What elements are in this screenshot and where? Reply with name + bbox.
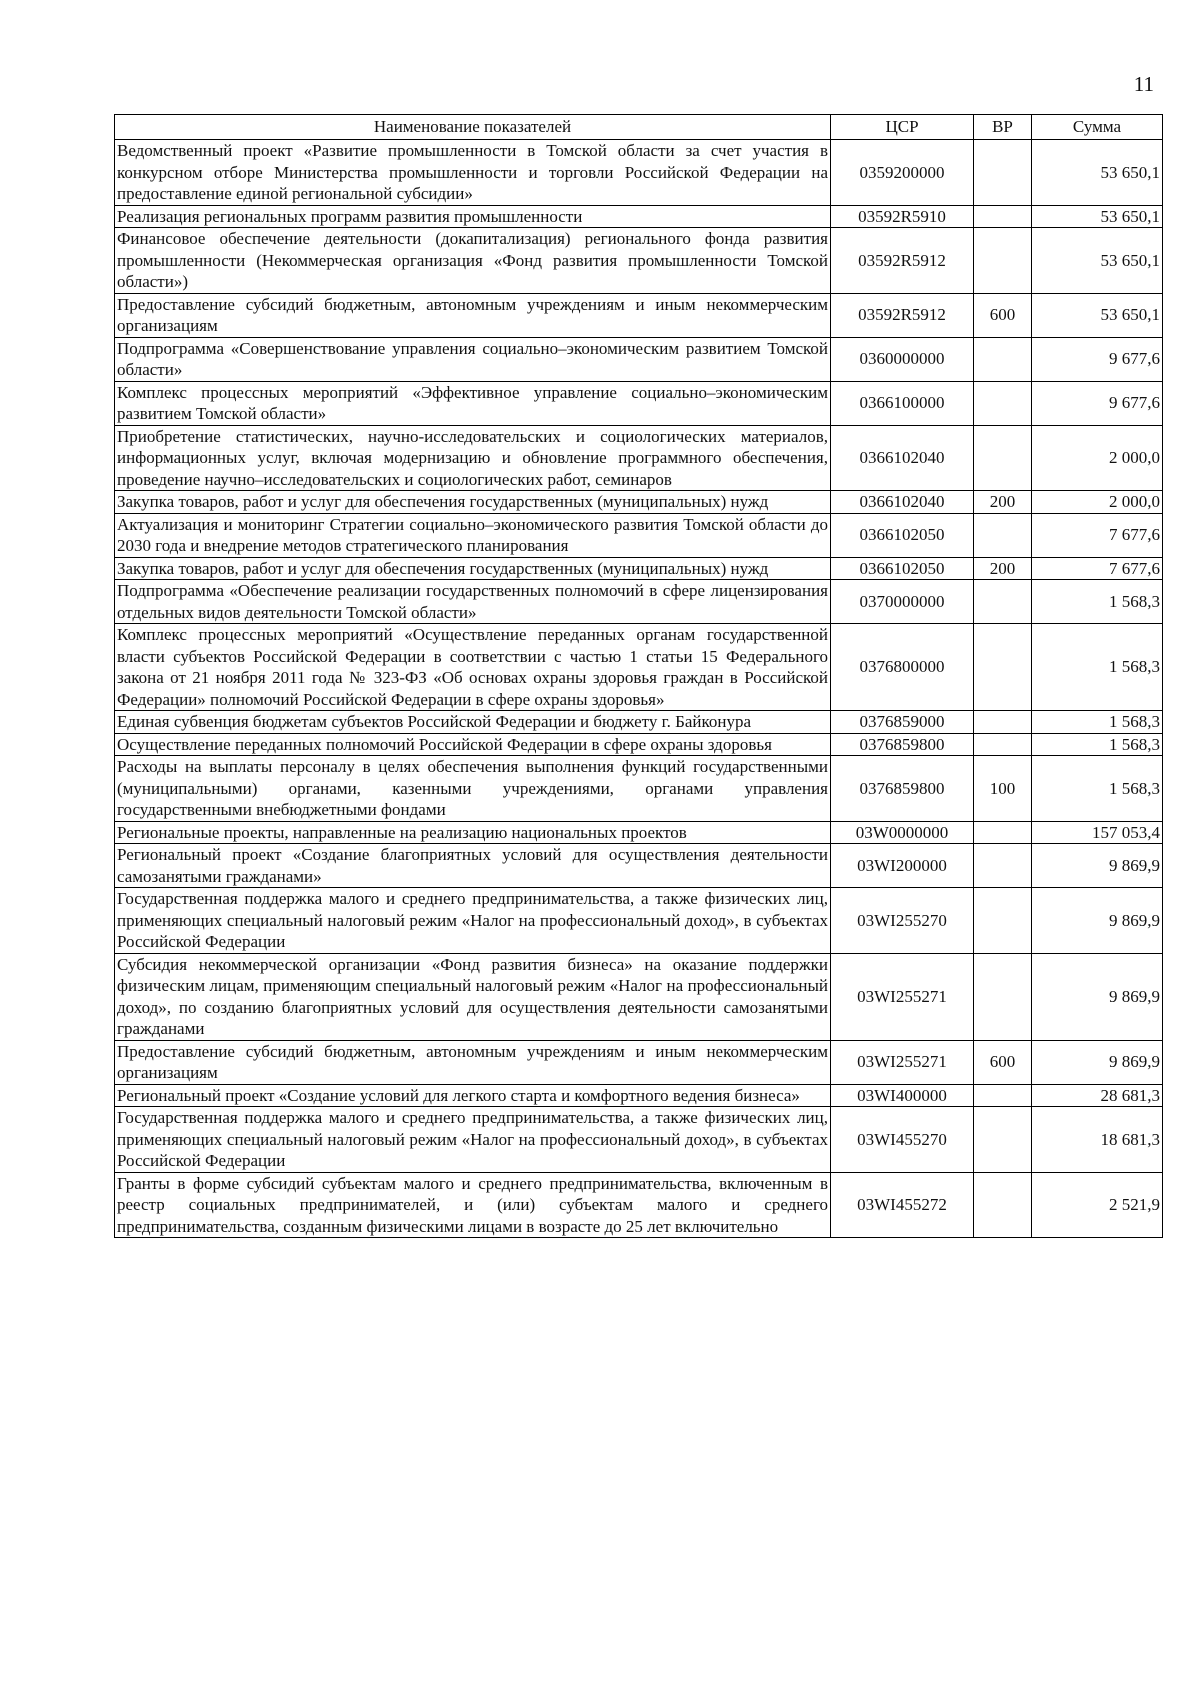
table-body [115, 140, 1163, 1238]
row-vr-cell: 200 [974, 491, 1032, 514]
table-row [115, 491, 1163, 514]
table-row [115, 425, 1163, 491]
row-name-cell: Государственная поддержка малого и среднего предпринимательства, а также физических лиц, применяющих специальный налоговый режим «Налог на профессиональный доход», в субъектах Российской Федерации [115, 1107, 831, 1173]
row-name-cell: Реализация региональных программ развития промышленности [115, 205, 831, 228]
table-row [115, 140, 1163, 206]
row-name-cell: Актуализация и мониторинг Стратегии социально–экономического развития Томской области до 2030 года и внедрение методов стратегического планирования [115, 513, 831, 557]
row-csr-cell: 0366102040 [831, 491, 974, 514]
row-name-cell: Комплекс процессных мероприятий «Осуществление переданных органам государственной власти субъектов Российской Федерации в соответствии с частью 1 статьи 15 Федерального закона от 21 ноября 2011 года № 323-ФЗ «Об основах охраны здоровья граждан в Российской Федерации» полномочий Российской Федерации в сфере охраны здоровья» [115, 624, 831, 711]
row-name-cell: Финансовое обеспечение деятельности (докапитализация) регионального фонда развития промышленности (Некоммерческая организация «Фонд развития промышленности Томской области») [115, 228, 831, 294]
row-sum-cell: 1 568,3 [1032, 580, 1163, 624]
row-sum-cell: 9 869,9 [1032, 953, 1163, 1040]
table-row [115, 821, 1163, 844]
header-csr: ЦСР [831, 115, 974, 140]
row-csr-cell: 03WI255271 [831, 1040, 974, 1084]
row-sum-cell: 2 000,0 [1032, 491, 1163, 514]
row-csr-cell: 0366102050 [831, 513, 974, 557]
table-row [115, 711, 1163, 734]
row-csr-cell: 0366100000 [831, 381, 974, 425]
row-sum-cell: 157 053,4 [1032, 821, 1163, 844]
row-vr-cell [974, 381, 1032, 425]
table-row [115, 580, 1163, 624]
row-sum-cell: 2 521,9 [1032, 1172, 1163, 1238]
row-sum-cell: 1 568,3 [1032, 733, 1163, 756]
row-name-cell: Приобретение статистических, научно-исследовательских и социологических материалов, информационных услуг, включая модернизацию и обновление программного обеспечения, проведение научно–исследовательских и социологических работ, семинаров [115, 425, 831, 491]
table-row [115, 1172, 1163, 1238]
row-vr-cell [974, 513, 1032, 557]
table-row [115, 733, 1163, 756]
row-sum-cell: 9 677,6 [1032, 381, 1163, 425]
row-vr-cell [974, 337, 1032, 381]
row-csr-cell: 0376859800 [831, 756, 974, 822]
row-vr-cell: 200 [974, 557, 1032, 580]
row-csr-cell: 0376859000 [831, 711, 974, 734]
row-vr-cell [974, 844, 1032, 888]
row-name-cell: Гранты в форме субсидий субъектам малого и среднего предпринимательства, включенным в реестр социальных предпринимателей, и (или) субъектам малого и среднего предпринимательства, созданным физическими лицами в возрасте до 25 лет включительно [115, 1172, 831, 1238]
table-row [115, 888, 1163, 954]
row-sum-cell: 7 677,6 [1032, 513, 1163, 557]
row-vr-cell [974, 1107, 1032, 1173]
row-csr-cell: 03592R5910 [831, 205, 974, 228]
table-row [115, 624, 1163, 711]
row-name-cell: Предоставление субсидий бюджетным, автономным учреждениям и иным некоммерческим организациям [115, 1040, 831, 1084]
row-csr-cell: 0359200000 [831, 140, 974, 206]
row-sum-cell: 9 869,9 [1032, 844, 1163, 888]
row-csr-cell: 03WI455270 [831, 1107, 974, 1173]
header-sum: Сумма [1032, 115, 1163, 140]
row-vr-cell [974, 1084, 1032, 1107]
table-row [115, 1040, 1163, 1084]
row-name-cell: Государственная поддержка малого и среднего предпринимательства, а также физических лиц, применяющих специальный налоговый режим «Налог на профессиональный доход», в субъектах Российской Федерации [115, 888, 831, 954]
row-vr-cell [974, 425, 1032, 491]
row-csr-cell: 03WI255270 [831, 888, 974, 954]
row-sum-cell: 53 650,1 [1032, 228, 1163, 294]
row-vr-cell: 600 [974, 1040, 1032, 1084]
row-name-cell: Субсидия некоммерческой организации «Фонд развития бизнеса» на оказание поддержки физическим лицам, применяющим специальный налоговый режим «Налог на профессиональный доход», по созданию благоприятных условий для осуществления деятельности самозанятыми гражданами [115, 953, 831, 1040]
table-row [115, 953, 1163, 1040]
row-csr-cell: 0370000000 [831, 580, 974, 624]
row-vr-cell [974, 1172, 1032, 1238]
table-row [115, 293, 1163, 337]
row-csr-cell: 0360000000 [831, 337, 974, 381]
table-row [115, 337, 1163, 381]
row-name-cell: Ведомственный проект «Развитие промышленности в Томской области за счет участия в конкурсном отборе Министерства промышленности и торговли Российской Федерации на предоставление единой региональной субсидии» [115, 140, 831, 206]
row-csr-cell: 03592R5912 [831, 293, 974, 337]
row-vr-cell [974, 953, 1032, 1040]
row-vr-cell: 600 [974, 293, 1032, 337]
table-row [115, 1084, 1163, 1107]
header-vr: ВР [974, 115, 1032, 140]
row-sum-cell: 18 681,3 [1032, 1107, 1163, 1173]
row-vr-cell [974, 228, 1032, 294]
table-row [115, 205, 1163, 228]
table-row [115, 1107, 1163, 1173]
row-csr-cell: 0376859800 [831, 733, 974, 756]
row-csr-cell: 0376800000 [831, 624, 974, 711]
row-name-cell: Региональный проект «Создание условий для легкого старта и комфортного ведения бизнеса» [115, 1084, 831, 1107]
row-name-cell: Региональный проект «Создание благоприятных условий для осуществления деятельности самозанятыми гражданами» [115, 844, 831, 888]
row-csr-cell: 03WI400000 [831, 1084, 974, 1107]
row-vr-cell [974, 711, 1032, 734]
table-header-row [115, 115, 1163, 140]
row-vr-cell [974, 821, 1032, 844]
row-sum-cell: 2 000,0 [1032, 425, 1163, 491]
row-name-cell: Расходы на выплаты персоналу в целях обеспечения выполнения функций государственными (муниципальными) органами, казенными учреждениями, органами управления государственными внебюджетными фондами [115, 756, 831, 822]
row-sum-cell: 1 568,3 [1032, 756, 1163, 822]
budget-table [114, 114, 1163, 1238]
header-name: Наименование показателей [115, 115, 831, 140]
page-number: 11 [1133, 72, 1154, 96]
row-name-cell: Комплекс процессных мероприятий «Эффективное управление социально–экономическим развитием Томской области» [115, 381, 831, 425]
row-sum-cell: 7 677,6 [1032, 557, 1163, 580]
row-sum-cell: 53 650,1 [1032, 293, 1163, 337]
row-sum-cell: 28 681,3 [1032, 1084, 1163, 1107]
table-row [115, 381, 1163, 425]
row-name-cell: Подпрограмма «Обеспечение реализации государственных полномочий в сфере лицензирования отдельных видов деятельности Томской области» [115, 580, 831, 624]
row-csr-cell: 03WI455272 [831, 1172, 974, 1238]
table-row [115, 557, 1163, 580]
row-vr-cell: 100 [974, 756, 1032, 822]
row-csr-cell: 03W0000000 [831, 821, 974, 844]
row-sum-cell: 53 650,1 [1032, 205, 1163, 228]
row-name-cell: Осуществление переданных полномочий Российской Федерации в сфере охраны здоровья [115, 733, 831, 756]
table-row [115, 513, 1163, 557]
table-row [115, 228, 1163, 294]
row-vr-cell [974, 205, 1032, 228]
table-row [115, 844, 1163, 888]
row-name-cell: Региональные проекты, направленные на реализацию национальных проектов [115, 821, 831, 844]
row-vr-cell [974, 580, 1032, 624]
table-row [115, 756, 1163, 822]
row-csr-cell: 03592R5912 [831, 228, 974, 294]
row-name-cell: Закупка товаров, работ и услуг для обеспечения государственных (муниципальных) нужд [115, 491, 831, 514]
row-sum-cell: 1 568,3 [1032, 711, 1163, 734]
row-csr-cell: 03WI200000 [831, 844, 974, 888]
row-csr-cell: 0366102050 [831, 557, 974, 580]
row-name-cell: Единая субвенция бюджетам субъектов Российской Федерации и бюджету г. Байконура [115, 711, 831, 734]
row-csr-cell: 0366102040 [831, 425, 974, 491]
row-sum-cell: 1 568,3 [1032, 624, 1163, 711]
row-vr-cell [974, 140, 1032, 206]
row-sum-cell: 9 869,9 [1032, 888, 1163, 954]
row-vr-cell [974, 624, 1032, 711]
row-name-cell: Подпрограмма «Совершенствование управления социально–экономическим развитием Томской области» [115, 337, 831, 381]
row-csr-cell: 03WI255271 [831, 953, 974, 1040]
row-sum-cell: 53 650,1 [1032, 140, 1163, 206]
row-name-cell: Предоставление субсидий бюджетным, автономным учреждениям и иным некоммерческим организациям [115, 293, 831, 337]
row-vr-cell [974, 888, 1032, 954]
row-sum-cell: 9 677,6 [1032, 337, 1163, 381]
row-name-cell: Закупка товаров, работ и услуг для обеспечения государственных (муниципальных) нужд [115, 557, 831, 580]
row-sum-cell: 9 869,9 [1032, 1040, 1163, 1084]
row-vr-cell [974, 733, 1032, 756]
